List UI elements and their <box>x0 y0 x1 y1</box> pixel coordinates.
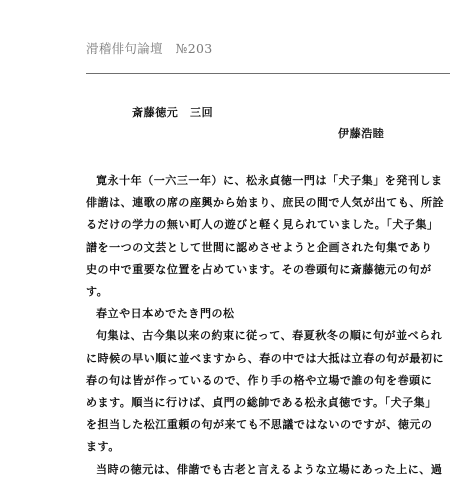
body-line: に時候の早い順に並べますから、春の中では大抵は立春の句が最初に <box>86 351 445 365</box>
body-line: めます。順当に行けば、貞門の総帥である松永貞徳です。「犬子集」 <box>86 396 437 409</box>
header-divider <box>86 73 450 74</box>
body-line: 俳諧は、連歌の席の座興から始まり、庶民の間で人気が出ても、所詮 <box>86 196 445 210</box>
body-line: 寛永十年（一六三一年）に、松永貞徳一門は「犬子集」を発刊しま <box>96 174 443 187</box>
journal-header: 滑稽俳句論壇 №203 <box>86 41 213 56</box>
body-line: 春立や日本めでたき門の松 <box>96 307 235 321</box>
body-line: 譜を一つの文芸として世間に認めさせようと企画された句集であり <box>86 240 433 254</box>
body-line: を担当した松江重頼の句が来ても不思議ではないのですが、徳元の <box>86 418 433 432</box>
body-line: す。 <box>86 285 109 298</box>
article-author: 伊藤浩睦 <box>338 127 385 140</box>
article-title: 斎藤徳元 三回 <box>132 106 214 119</box>
body-line: ます。 <box>86 440 120 454</box>
body-line: 春の句は皆が作っているので、作り手の格や立場で誰の句を巻頭に <box>86 373 433 387</box>
body-line: るだけの学力の無い町人の遊びと軽く見られていました。「犬子集」 <box>86 218 439 232</box>
body-line: 史の中で重要な位置を占めています。その巻頭句に斎藤徳元の句が <box>86 262 432 276</box>
body-line: 句集は、古今集以来の約束に従って、春夏秋冬の順に句が並べられ <box>96 329 443 343</box>
body-line: 当時の徳元は、俳諧でも古老と言えるような立場にあった上に、過 <box>96 462 443 476</box>
